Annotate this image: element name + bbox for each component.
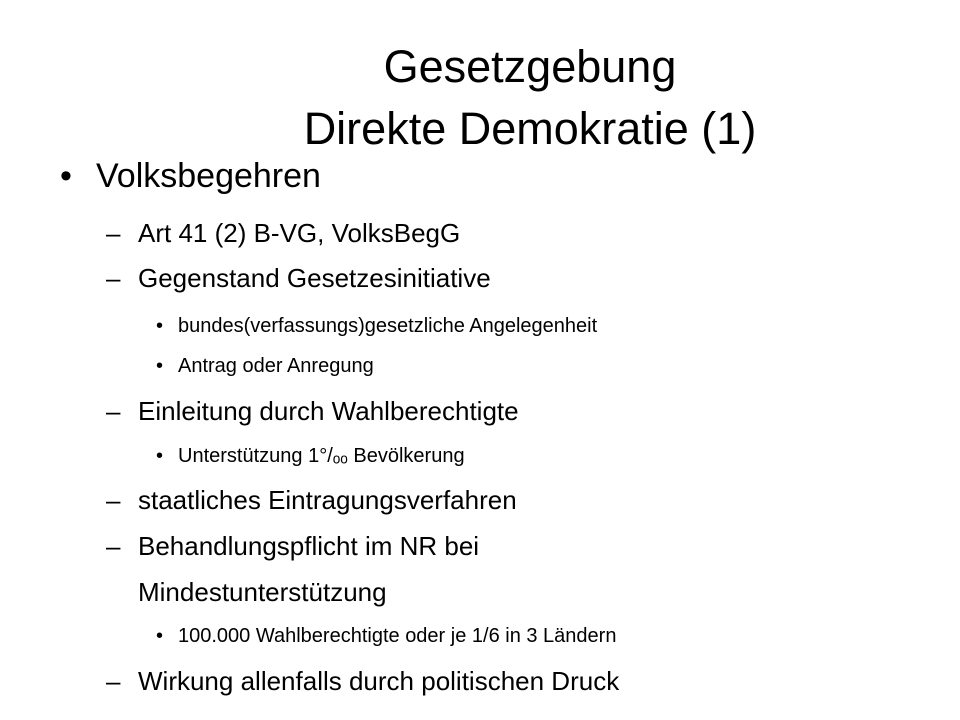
- list-item-text: Unterstützung 1°/ₒₒ Bevölkerung: [178, 445, 465, 467]
- bullet-marker: •: [156, 355, 164, 377]
- list-item-text: bundes(verfassungs)gesetzliche Angelegenheit: [178, 315, 598, 337]
- list-item-text: Behandlungspflicht im NR bei: [138, 531, 480, 561]
- dash-marker: –: [106, 531, 121, 561]
- dash-marker: –: [106, 666, 121, 696]
- bullet-marker: •: [156, 625, 164, 647]
- list-item-text: Antrag oder Anregung: [178, 355, 374, 377]
- bullet-marker: •: [156, 315, 164, 337]
- list-item-text: Art 41 (2) B-VG, VolksBegG: [138, 218, 461, 248]
- slide-title-line-2: Direkte Demokratie (1): [303, 103, 757, 154]
- list-item-text: staatliches Eintragungsverfahren: [138, 485, 517, 515]
- bullet-marker: •: [156, 445, 164, 467]
- list-item-text: Einleitung durch Wahlberechtigte: [138, 396, 519, 426]
- list-item-text: Mindestunterstützung: [138, 577, 387, 607]
- list-item-text: Wirkung allenfalls durch politischen Druck: [138, 666, 620, 696]
- slide-title-line-1: Gesetzgebung: [383, 41, 677, 92]
- dash-marker: –: [106, 396, 121, 426]
- dash-marker: –: [106, 218, 121, 248]
- list-item-text: Volksbegehren: [96, 157, 321, 195]
- bullet-marker: •: [60, 157, 72, 195]
- list-item-text: Gegenstand Gesetzesinitiative: [138, 263, 491, 293]
- dash-marker: –: [106, 485, 121, 515]
- dash-marker: –: [106, 263, 121, 293]
- list-item-text: 100.000 Wahlberechtigte oder je 1/6 in 3 Ländern: [178, 625, 617, 647]
